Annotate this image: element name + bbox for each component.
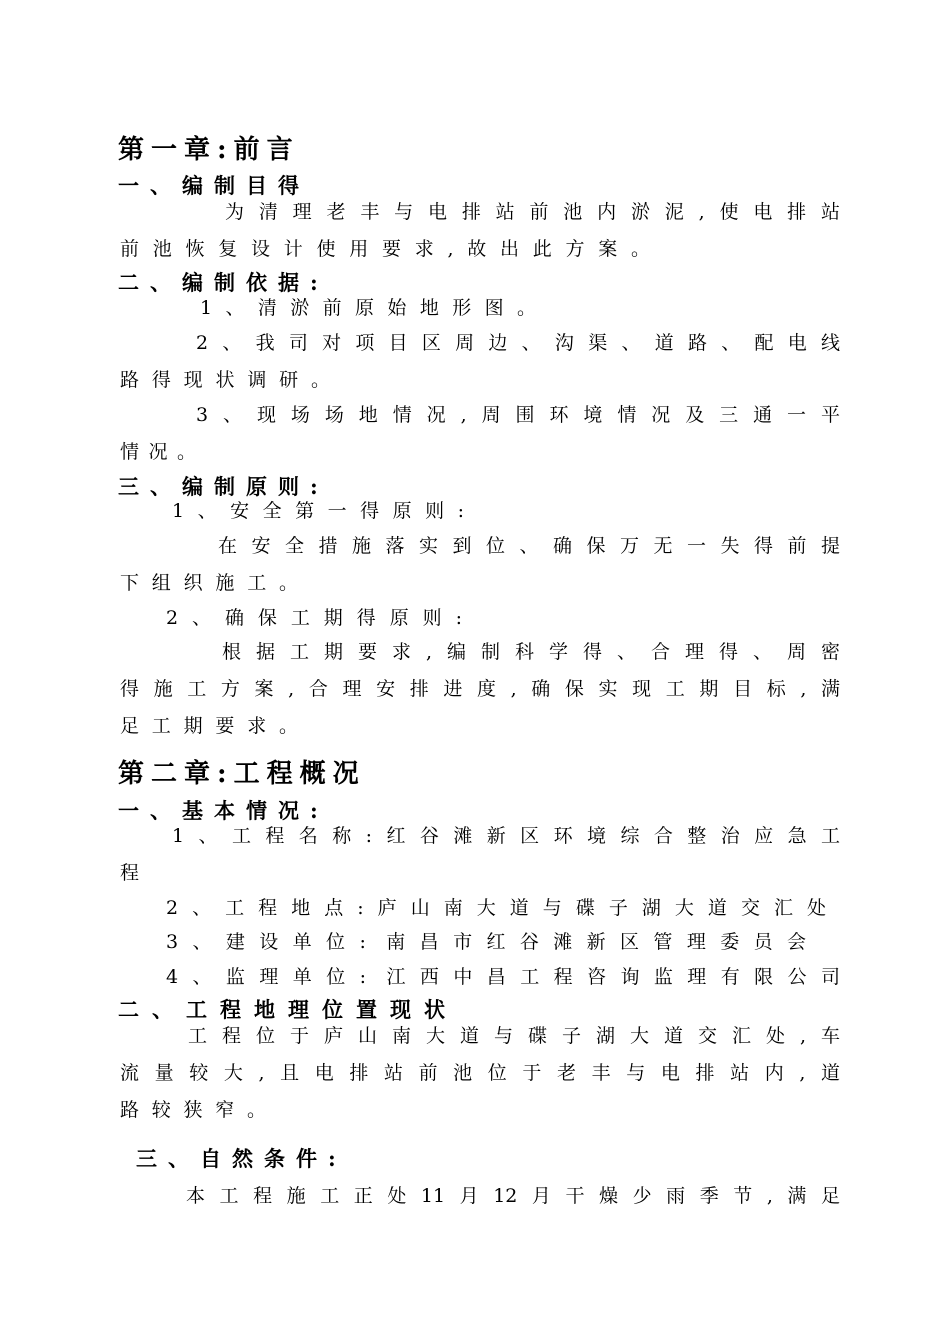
- section-2-3-line-1: 本工程施工正处11月12月干燥少雨季节,满足: [186, 1185, 840, 1207]
- section-1-2-item-1: 1、清淤前原始地形图。: [200, 297, 536, 319]
- section-2-2-line-2: 流量较大,且电排站前池位于老丰与电排站内,道: [120, 1062, 840, 1084]
- section-2-1-item-4: 4、监理单位: 江西中昌工程咨询监理有限公司: [166, 966, 840, 988]
- section-1-3-item-1-line-2: 下组织施工。: [120, 572, 298, 594]
- section-1-3-item-1-line-1: 在安全措施落实到位、确保万无一失得前提: [218, 535, 840, 557]
- section-1-3-item-2-line-2: 得施工方案,合理安排进度,确保实现工期目标,满: [120, 678, 840, 700]
- section-1-2-heading: 二、编制依据:: [118, 270, 329, 295]
- section-1-1-line-1: 为清理老丰与电排站前池内淤泥,使电排站: [225, 201, 840, 223]
- section-1-1-line-2: 前池恢复设计使用要求,故出此方案。: [120, 238, 650, 260]
- section-1-3-item-1: 1、安全第一得原则:: [172, 500, 464, 522]
- section-1-1-heading: 一、编制目得: [118, 173, 310, 198]
- section-1-2-item-2-line-1: 2、我司对项目区周边、沟渠、道路、配电线: [196, 332, 840, 354]
- section-2-2-heading: 二、工程地理位置现状: [118, 997, 458, 1022]
- chapter-1-title: 第一章:前言: [118, 135, 300, 165]
- section-1-3-heading: 三、编制原则:: [118, 474, 329, 499]
- chapter-2-title: 第二章:工程概况: [118, 759, 366, 789]
- section-2-1-item-1-line-1: 1、工程名称:红谷滩新区环境综合整治应急工: [172, 825, 840, 847]
- section-2-1-item-1-line-2: 程: [120, 862, 140, 884]
- section-2-2-line-1: 工程位于庐山南大道与碟子湖大道交汇处,车: [188, 1025, 840, 1047]
- section-1-2-item-3-line-2: 情况。: [120, 441, 196, 463]
- section-2-3-heading: 三、自然条件:: [136, 1146, 347, 1171]
- section-2-1-item-2: 2、工程地点:庐山南大道与碟子湖大道交汇处: [166, 897, 826, 919]
- section-1-2-item-3-line-1: 3、现场场地情况,周围环境情况及三通一平: [196, 404, 840, 426]
- section-1-2-item-2-line-2: 路得现状调研。: [120, 369, 330, 391]
- section-1-3-item-2-line-1: 根据工期要求,编制科学得、合理得、周密: [222, 641, 840, 663]
- section-2-2-line-3: 路较狭窄。: [120, 1099, 266, 1121]
- section-2-1-item-3: 3、建设单位: 南昌市红谷滩新区管理委员会: [166, 931, 806, 953]
- section-1-3-item-2: 2、确保工期得原则:: [166, 607, 462, 629]
- section-1-3-item-2-line-3: 足工期要求。: [120, 715, 298, 737]
- section-2-1-heading: 一、基本情况:: [118, 798, 329, 823]
